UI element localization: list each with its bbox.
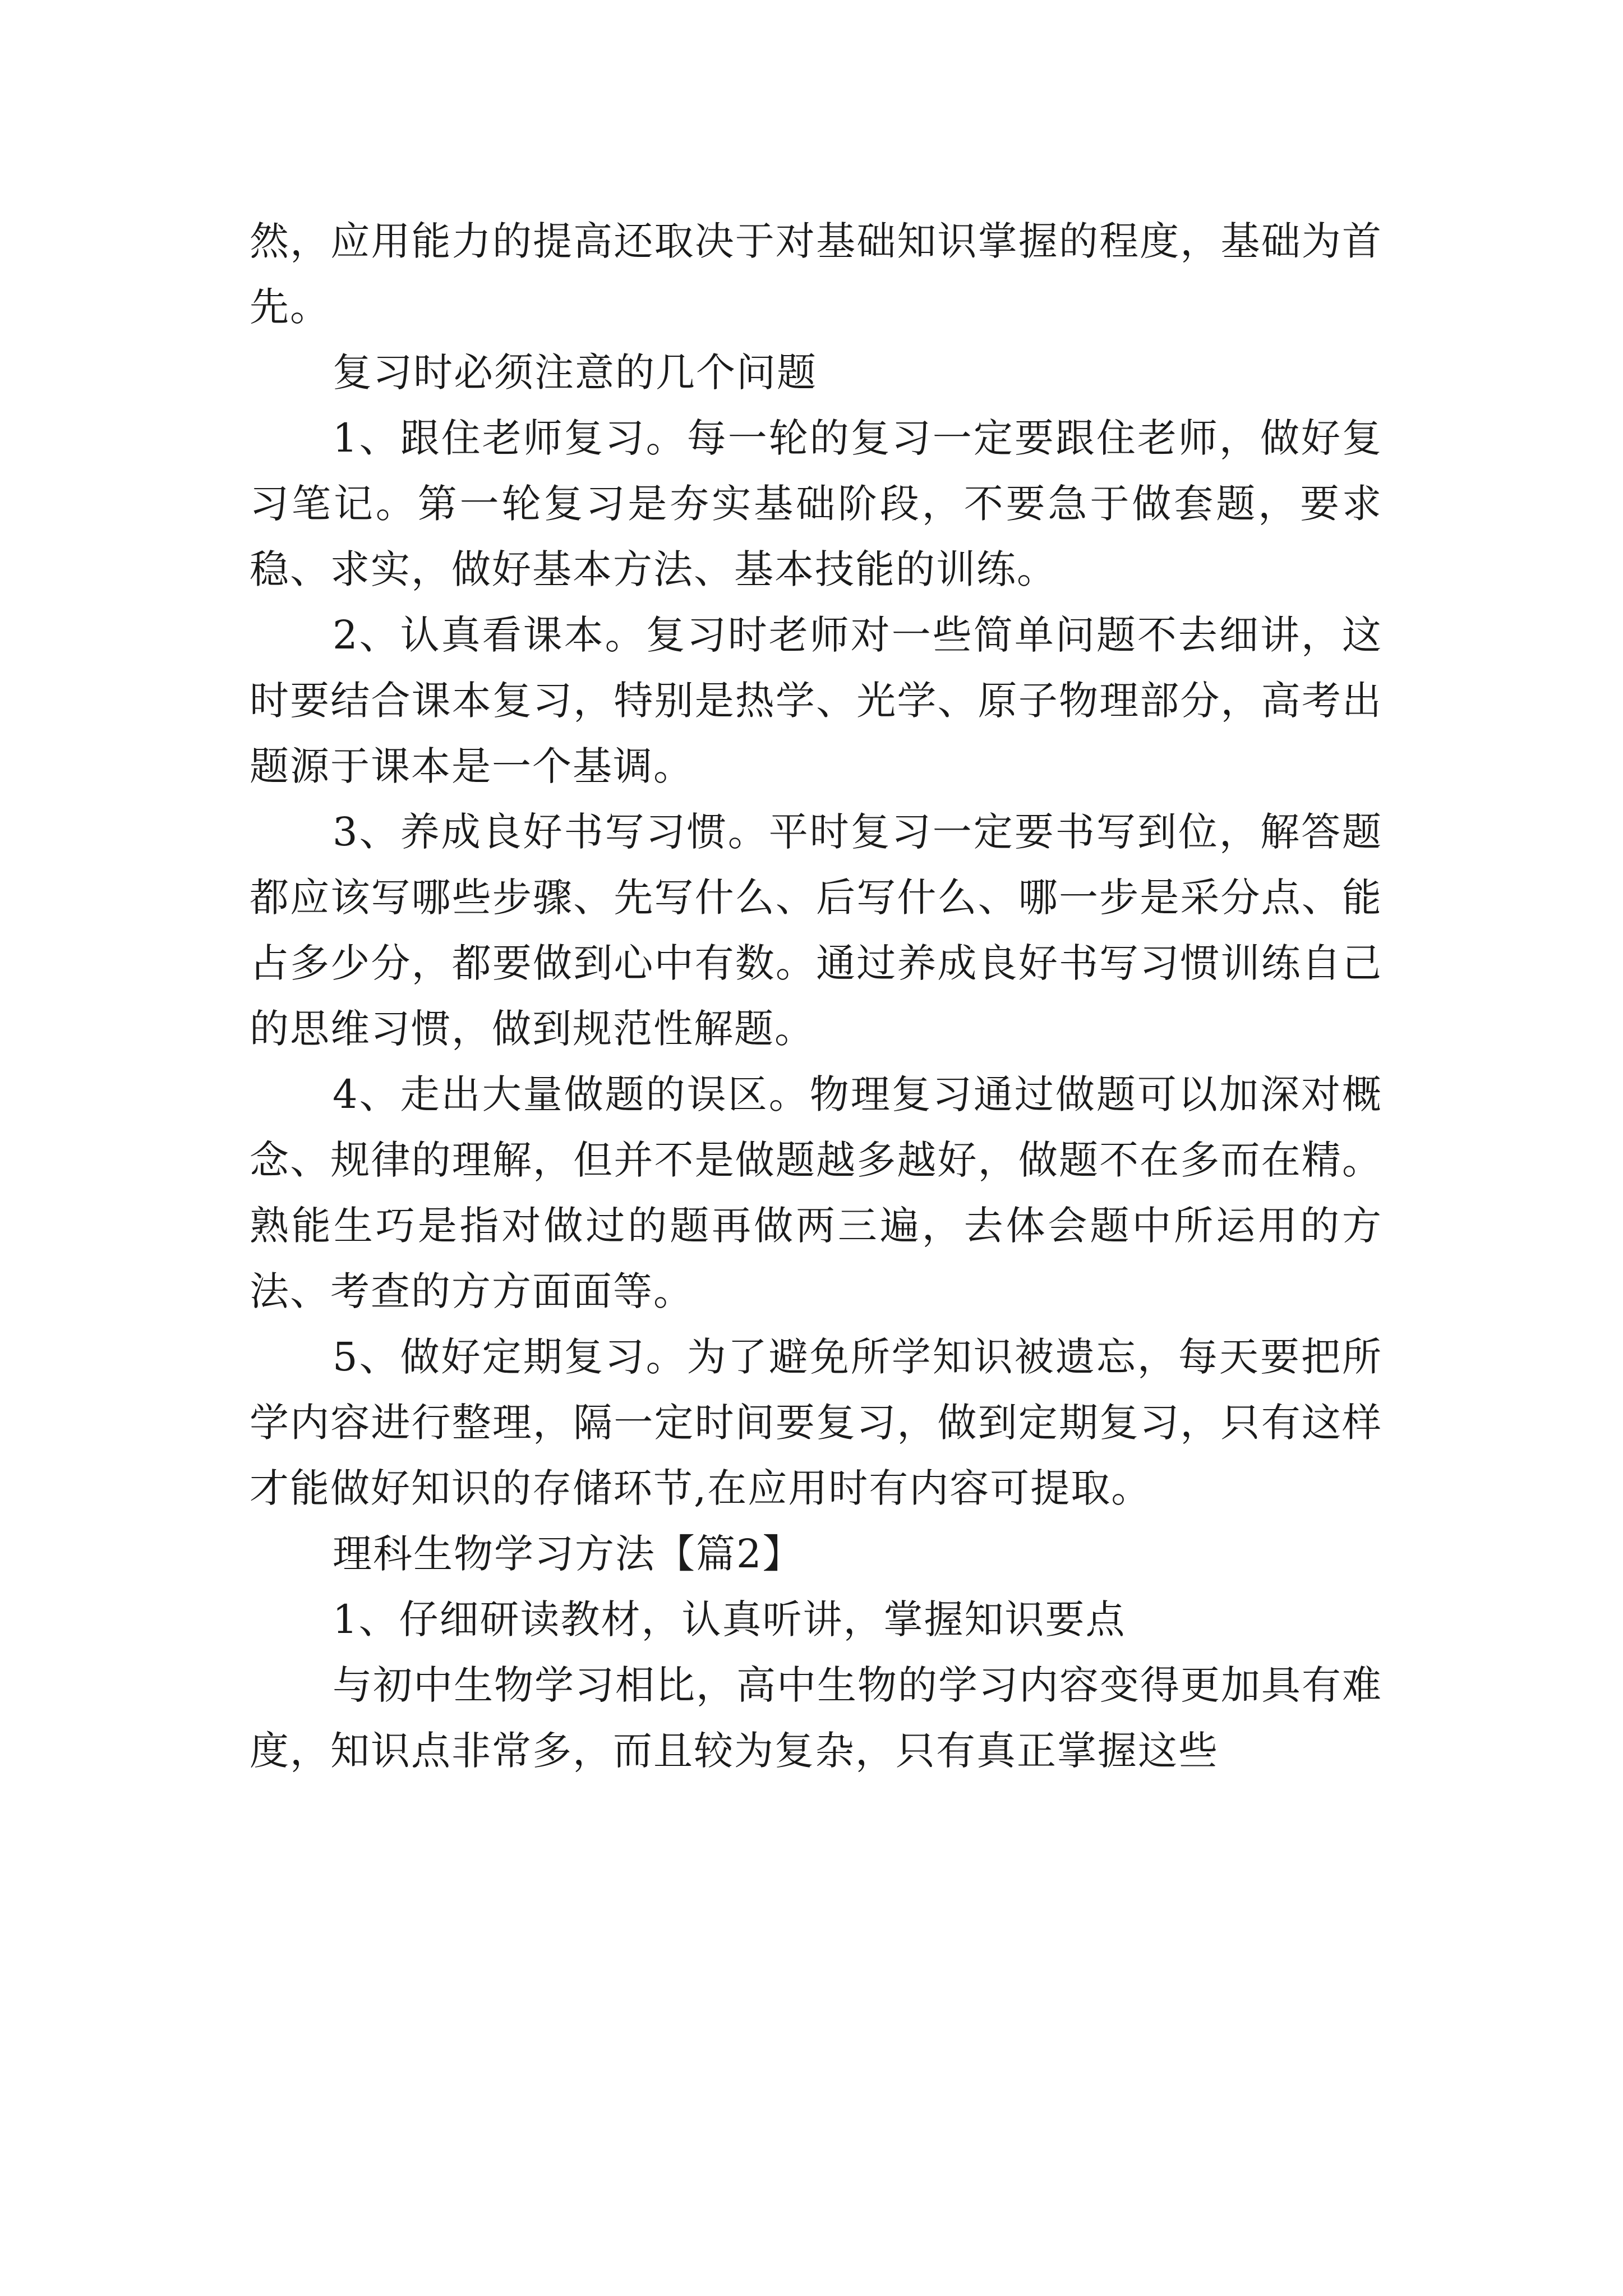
document-body (250, 209, 1382, 1784)
paragraph-item-2: 2、认真看课本。复习时老师对一些简单问题不去细讲，这时要结合课本复习，特别是热学、光学、原子物理部分，高考出题源于课本是一个基调。 (250, 612, 1382, 789)
section-heading-review-issues: 复习时必须注意的几个问题 (333, 349, 817, 395)
subheading-biology-1: 1、仔细研读教材，认真听讲，掌握知识要点 (333, 1596, 1126, 1642)
paragraph-item-3: 3、养成良好书写习惯。平时复习一定要书写到位，解答题都应该写哪些步骤、先写什么、后写什么、哪一步是采分点、能占多少分，都要做到心中有数。通过养成良好书写习惯训练自己的思维习惯，做到规范性解题。 (250, 809, 1382, 1052)
section-heading-biology: 理科生物学习方法【篇2】 (333, 1531, 803, 1577)
paragraph-item-5: 5、做好定期复习。为了避免所学知识被遗忘，每天要把所学内容进行整理，隔一定时间要复习，做到定期复习，只有这样才能做好知识的存储环节,在应用时有内容可提取。 (250, 1334, 1382, 1511)
paragraph-biology-intro: 与初中生物学习相比，高中生物的学习内容变得更加具有难度，知识点非常多，而且较为复杂，只有真正掌握这些 (250, 1662, 1382, 1774)
paragraph-item-1: 1、跟住老师复习。每一轮的复习一定要跟住老师，做好复习笔记。第一轮复习是夯实基础阶段，不要急于做套题，要求稳、求实，做好基本方法、基本技能的训练。 (250, 415, 1382, 592)
paragraph-item-4: 4、走出大量做题的误区。物理复习通过做题可以加深对概念、规律的理解，但并不是做题越多越好，做题不在多而在精。熟能生巧是指对做过的题再做两三遍，去体会题中所运用的方法、考查的方方面面等。 (250, 1071, 1382, 1314)
paragraph-continuation: 然，应用能力的提高还取决于对基础知识掌握的程度，基础为首先。 (250, 218, 1382, 330)
